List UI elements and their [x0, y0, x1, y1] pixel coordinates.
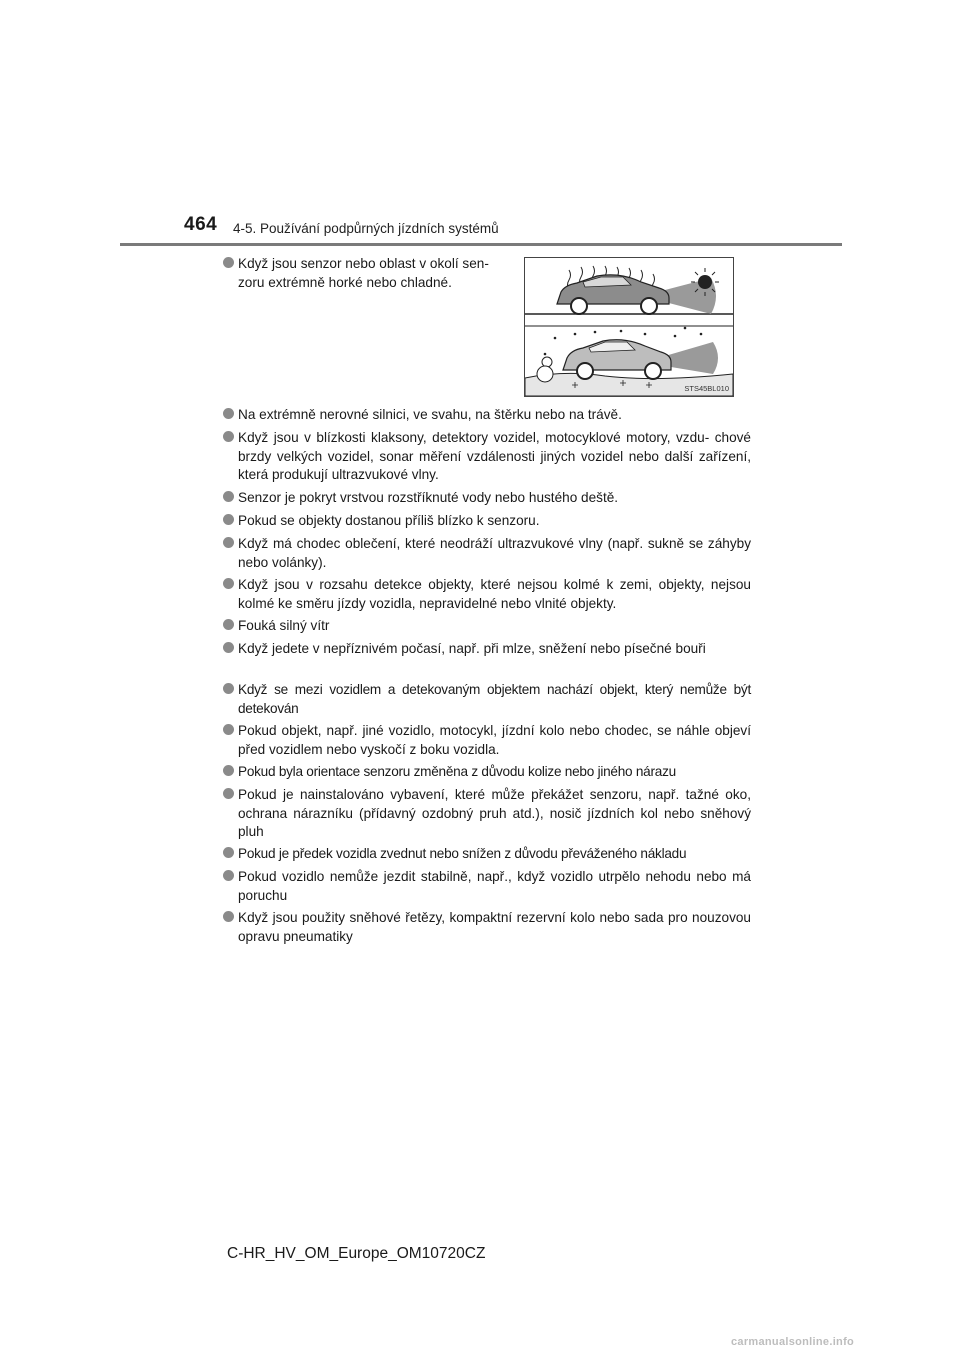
bullet-icon	[223, 537, 234, 548]
list-item-text: Senzor je pokryt vrstvou rozstříknuté vody nebo hustého deště.	[238, 490, 619, 505]
bullet-icon	[223, 514, 234, 525]
list-item-text: Když jsou v blízkosti klaksony, detektory vozidel, motocyklové motory, vzdu- chové brzdy velkých vozidel, sonar měření vzdálenosti jiných vozidel nebo další zařízení, která produkují ultrazvukové vlny.	[238, 430, 751, 482]
list-item-text: Když se mezi vozidlem a detekovaným objektem nachází objekt, který nemůže být detekován	[238, 682, 751, 716]
list-item	[223, 722, 751, 759]
watermark: carmanualsonline.info	[731, 1336, 855, 1348]
list-item	[223, 535, 751, 572]
list-item	[223, 489, 751, 508]
list-item-text: Na extrémně nerovné silnici, ve svahu, na štěrku nebo na trávě.	[238, 407, 622, 422]
list-item	[223, 681, 751, 718]
bullet-icon	[223, 683, 234, 694]
list-item-text: Když jsou v rozsahu detekce objekty, které nejsou kolmé k zemi, objekty, nejsou kolmé ke směru jízdy vozidla, nepravidelné nebo vlnité objekty.	[238, 577, 751, 611]
bullet-icon	[223, 788, 234, 799]
list-item-text: Když jedete v nepříznivém počasí, např. při mlze, sněžení nebo písečné bouři	[238, 641, 706, 656]
bullet-icon	[223, 257, 234, 268]
list-item-text: Pokud je předek vozidla zvednut nebo snížen z důvodu převáženého nákladu	[238, 846, 687, 861]
bullet-icon	[223, 724, 234, 735]
list-item	[223, 512, 751, 531]
bullet-icon	[223, 911, 234, 922]
list-item-text: Když jsou použity sněhové řetězy, kompaktní rezervní kolo nebo sada pro nouzovou opravu pneumatiky	[238, 910, 751, 944]
list-item-text: Pokud objekt, např. jiné vozidlo, motocykl, jízdní kolo nebo chodec, se náhle objeví před vozidlem nebo vyskočí z boku vozidla.	[238, 723, 751, 757]
list-item	[223, 786, 751, 842]
list-item	[223, 640, 751, 659]
document-code: C-HR_HV_OM_Europe_OM10720CZ	[227, 1245, 486, 1262]
car-sensor-figure	[525, 258, 733, 396]
bullet-icon	[223, 765, 234, 776]
list-item	[223, 406, 751, 425]
header-divider	[120, 243, 842, 246]
sensor-illustration	[524, 257, 734, 397]
bullet-icon	[223, 431, 234, 442]
bullet-icon	[223, 408, 234, 419]
list-item	[223, 845, 751, 864]
list-item	[223, 763, 751, 782]
list-item-text: Pokud se objekty dostanou příliš blízko k senzoru.	[238, 513, 540, 528]
list-item	[223, 576, 751, 613]
list-item	[223, 868, 751, 905]
list-item-text: Pokud vozidlo nemůže jezdit stabilně, např., když vozidlo utrpělo nehodu nebo má poruchu	[238, 869, 751, 903]
list-item-text: Když jsou senzor nebo oblast v okolí sen- zoru extrémně horké nebo chladné.	[238, 256, 489, 290]
figure-code: STS45BL010	[684, 384, 729, 393]
section-title: 4-5. Používání podpůrných jízdních systémů	[233, 221, 499, 236]
bullet-icon	[223, 491, 234, 502]
bullet-icon	[223, 847, 234, 858]
ultrasonic-wave-cone-cold	[665, 342, 718, 374]
list-item	[223, 255, 505, 292]
bullet-icon	[223, 642, 234, 653]
list-item	[223, 617, 751, 636]
bullet-icon	[223, 578, 234, 589]
list-item	[223, 909, 751, 946]
list-item-text: Pokud byla orientace senzoru změněna z důvodu kolize nebo jiného nárazu	[238, 764, 676, 779]
page-number: 464	[184, 214, 218, 235]
list-item-text: Pokud je nainstalováno vybavení, které může překážet senzoru, např. tažné oko, ochrana nárazníku (přídavný ozdobný pruh atd.), nosič jízdních kol nebo sněhový pluh	[238, 787, 751, 839]
bullet-icon	[223, 619, 234, 630]
list-item	[223, 429, 751, 485]
car-hot-icon	[557, 275, 669, 314]
list-item-text: Fouká silný vítr	[238, 618, 330, 633]
bullet-icon	[223, 870, 234, 881]
list-item-text: Když má chodec oblečení, které neodráží ultrazvukové vlny (např. sukně se záhyby nebo volánky).	[238, 536, 751, 570]
